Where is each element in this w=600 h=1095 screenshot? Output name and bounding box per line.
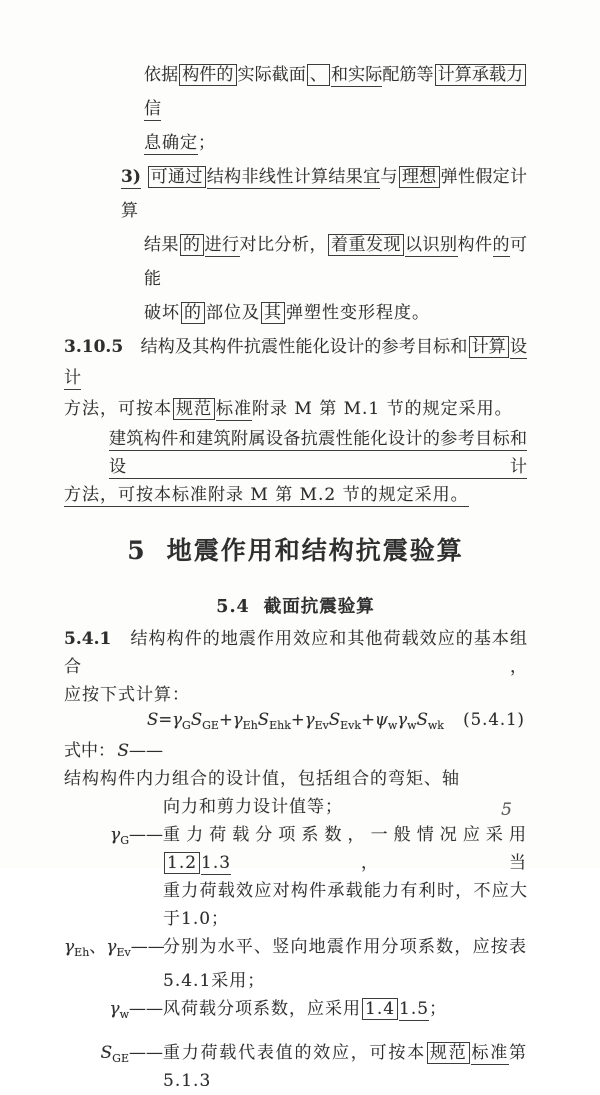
boxed-text: 可通过 bbox=[148, 166, 206, 188]
formula-term: γ bbox=[397, 710, 408, 729]
boxed-text: 的 bbox=[181, 302, 205, 324]
symbol bbox=[64, 821, 163, 877]
where-label: 式中： bbox=[64, 741, 115, 761]
boxed-text: 1.2 bbox=[164, 852, 200, 874]
text-segment: 重力荷载分项系数，一般情况应采用 bbox=[163, 825, 527, 845]
text-segment: ，当 bbox=[231, 853, 527, 873]
underlined-text: 以识别 bbox=[405, 235, 458, 255]
item2-line2 bbox=[64, 126, 527, 160]
boxed-text: 理想 bbox=[399, 166, 440, 188]
definition-text bbox=[64, 769, 460, 789]
underlined-text: 的 bbox=[492, 235, 510, 255]
text-segment: 重力荷载效应对构件承载能力有利时，不应大 bbox=[163, 881, 527, 901]
symbol-part: S bbox=[100, 1043, 113, 1063]
def-gammaG-wrap1 bbox=[64, 877, 527, 905]
formula-term: + bbox=[361, 710, 375, 729]
underlined-text: 1.3 bbox=[201, 853, 232, 873]
underlined-text: GE bbox=[112, 1052, 129, 1065]
symbol-part: 、 bbox=[89, 937, 107, 957]
underlined-text: 进行 bbox=[204, 235, 240, 255]
clause541-line2 bbox=[64, 681, 527, 709]
formula-term: + bbox=[218, 710, 233, 729]
clause-3-10-5-addition bbox=[64, 425, 527, 509]
text-segment: 弹性假定计算 bbox=[121, 167, 528, 221]
clause3105-line2 bbox=[64, 394, 527, 425]
text-segment: 3.10.5 bbox=[64, 337, 124, 357]
def-gammaEhEv-wrap bbox=[64, 967, 527, 995]
heading-number: 5.4 bbox=[216, 597, 250, 617]
underlined-text: w bbox=[119, 1008, 129, 1021]
chapter-heading bbox=[64, 533, 527, 569]
formula-expression bbox=[147, 710, 444, 732]
underlined-text: GE bbox=[202, 719, 219, 732]
underlined-text: wk bbox=[427, 719, 444, 732]
text-segment: 对比分析， bbox=[239, 235, 327, 255]
symbol-part: γ bbox=[110, 825, 121, 845]
text-segment: 弹塑性变形程度。 bbox=[286, 303, 430, 323]
symbol-part: S bbox=[117, 741, 129, 761]
text-segment: 部位及 bbox=[206, 303, 260, 323]
list-item-2-continuation bbox=[64, 58, 527, 160]
text-segment: 破坏 bbox=[144, 303, 180, 323]
boxed-text: 的 bbox=[180, 234, 204, 256]
definition-text bbox=[163, 933, 527, 967]
boxed-text: 规范 bbox=[173, 398, 215, 420]
text-segment: 与 bbox=[380, 167, 398, 187]
def-gammaG bbox=[64, 821, 527, 877]
definition-text bbox=[163, 821, 527, 877]
boxed-text: 计算承载力 bbox=[435, 64, 526, 86]
text-segment: 于1.0； bbox=[163, 909, 230, 929]
formula-term: S bbox=[257, 710, 270, 729]
underlined-text: 息确定 bbox=[144, 133, 198, 153]
text-segment: 结构及其构件抗震性能化设计的参考目标和 bbox=[123, 337, 468, 357]
item3-line3 bbox=[64, 296, 527, 330]
symbol-part: γ bbox=[64, 937, 75, 957]
underlined-text: 3) bbox=[121, 167, 141, 187]
formula-term: γ bbox=[172, 710, 183, 729]
def-SGE bbox=[64, 1039, 527, 1095]
symbol bbox=[64, 995, 163, 1029]
boxed-text: 构件的 bbox=[179, 64, 236, 86]
symbol bbox=[64, 933, 163, 967]
text-segment: 5.4.1 bbox=[64, 629, 112, 649]
text-segment: 实际截面 bbox=[237, 65, 306, 85]
addition-line1 bbox=[64, 425, 527, 481]
def-gammaW bbox=[64, 995, 527, 1029]
section-5-4-heading bbox=[64, 595, 527, 619]
item2-line1 bbox=[64, 58, 527, 126]
formula-term: + bbox=[290, 710, 305, 729]
text-segment: 配筋等 bbox=[382, 65, 434, 85]
underlined-text: 和实际 bbox=[331, 65, 383, 85]
boxed-text: 着重发现 bbox=[328, 234, 404, 256]
text-segment: 分别为水平、竖向地震作用分项系数，应按表 bbox=[163, 937, 527, 957]
underlined-text: Eh bbox=[74, 946, 90, 959]
heading-number: 5 bbox=[127, 536, 147, 565]
def-S-wrap bbox=[64, 793, 527, 821]
boxed-text: 规范 bbox=[427, 1042, 471, 1064]
underlined-text: G bbox=[120, 834, 129, 847]
text-segment: 向力和剪力设计值等； bbox=[163, 797, 343, 817]
text-segment: 结构构件内力组合的设计值，包括组合的弯矩、轴 bbox=[64, 769, 460, 789]
formula-5-4-1 bbox=[64, 709, 527, 737]
boxed-text: 计算 bbox=[469, 336, 509, 358]
underlined-text: Ev bbox=[116, 946, 131, 959]
def-gammaEhEv bbox=[64, 933, 527, 967]
formula-term: S bbox=[416, 710, 428, 729]
item3-line1 bbox=[64, 160, 527, 228]
text-segment: 风荷载分项系数，应采用 bbox=[163, 999, 361, 1019]
text-segment: 附录 M 第 M.1 节的规定采用。 bbox=[252, 399, 513, 419]
underlined-text: Evk bbox=[340, 719, 362, 732]
underlined-text: 结构非线性计算结果宜 bbox=[206, 167, 381, 187]
list-item-3 bbox=[64, 160, 527, 330]
text-segment: 应按下式计算： bbox=[64, 685, 190, 705]
symbol bbox=[117, 737, 163, 765]
text-segment: 依据 bbox=[144, 65, 179, 85]
underlined-text: 建筑构件和建筑附属设备抗震性能化设计的参考目标和设计 bbox=[109, 429, 527, 477]
symbol-part: —— bbox=[129, 825, 163, 845]
formula-term: S bbox=[328, 710, 341, 729]
text-segment bbox=[141, 167, 147, 187]
underlined-text: Eh bbox=[242, 719, 258, 732]
underlined-text: 标准 bbox=[471, 1043, 510, 1063]
chapter-5-heading bbox=[64, 533, 527, 569]
text-segment: ； bbox=[198, 133, 216, 153]
underlined-text: G bbox=[182, 719, 191, 732]
clause541-line1 bbox=[64, 625, 527, 681]
symbol-part: —— bbox=[129, 999, 163, 1019]
text-segment: 结构构件的地震作用效应和其他荷载效应的基本组合， bbox=[64, 629, 527, 677]
underlined-text: Ehk bbox=[269, 719, 291, 732]
underlined-text: 设计 bbox=[64, 337, 527, 388]
addition-line2 bbox=[64, 481, 527, 509]
underlined-text: 方法，可按本标准附录 M 第 M.2 节的规定采用。 bbox=[64, 485, 469, 505]
symbol-part: γ bbox=[106, 937, 117, 957]
formula-term: ψ bbox=[374, 710, 388, 729]
formula-term: S bbox=[190, 710, 203, 729]
underlined-text: 1.5 bbox=[399, 999, 430, 1019]
underlined-text: 信 bbox=[144, 99, 161, 119]
text-segment: 结果 bbox=[144, 235, 179, 255]
equation-number: (5.4.1) bbox=[463, 710, 525, 729]
text-segment: ； bbox=[429, 999, 448, 1019]
def-S bbox=[64, 737, 527, 793]
symbol-part: —— bbox=[129, 741, 163, 761]
text-segment: 构件 bbox=[457, 235, 493, 255]
item3-line2 bbox=[64, 228, 527, 296]
section-heading bbox=[64, 595, 527, 619]
text-segment: 方法，可按本 bbox=[64, 399, 172, 419]
formula-term: S bbox=[147, 710, 159, 729]
heading-title: 地震作用和结构抗震验算 bbox=[166, 536, 464, 565]
symbol bbox=[64, 1039, 163, 1095]
document-content bbox=[64, 58, 527, 1095]
formula-term: = bbox=[158, 710, 173, 729]
boxed-text: 、 bbox=[307, 64, 330, 86]
def-gammaG-wrap2 bbox=[64, 905, 527, 933]
underlined-text: w bbox=[387, 719, 398, 732]
definition-text bbox=[163, 1039, 527, 1095]
symbol-part: —— bbox=[129, 1043, 163, 1063]
text-segment: 可能 bbox=[144, 235, 527, 289]
page-number: 5 bbox=[501, 800, 512, 820]
definition-text bbox=[163, 995, 527, 1029]
formula-term: γ bbox=[232, 710, 243, 729]
heading-title: 截面抗震验算 bbox=[263, 597, 375, 617]
underlined-text: w bbox=[407, 719, 417, 732]
clause-5-4-1 bbox=[64, 625, 527, 709]
clause-3-10-5 bbox=[64, 332, 527, 425]
symbol-definitions bbox=[64, 737, 527, 1095]
boxed-text: 其 bbox=[261, 302, 285, 324]
formula-term: γ bbox=[304, 710, 315, 729]
underlined-text: Ev bbox=[314, 719, 329, 732]
text-segment: 第 5.1.3 bbox=[163, 1043, 528, 1091]
boxed-text: 1.4 bbox=[362, 998, 398, 1020]
underlined-text: 标准 bbox=[216, 399, 252, 419]
symbol-part: γ bbox=[109, 999, 120, 1019]
text-segment: 5.4.1采用； bbox=[163, 971, 266, 991]
text-segment: 重力荷载代表值的效应，可按本 bbox=[163, 1043, 426, 1063]
formula-line bbox=[64, 709, 527, 737]
symbol-part: —— bbox=[130, 937, 165, 957]
clause3105-line1 bbox=[64, 332, 527, 394]
